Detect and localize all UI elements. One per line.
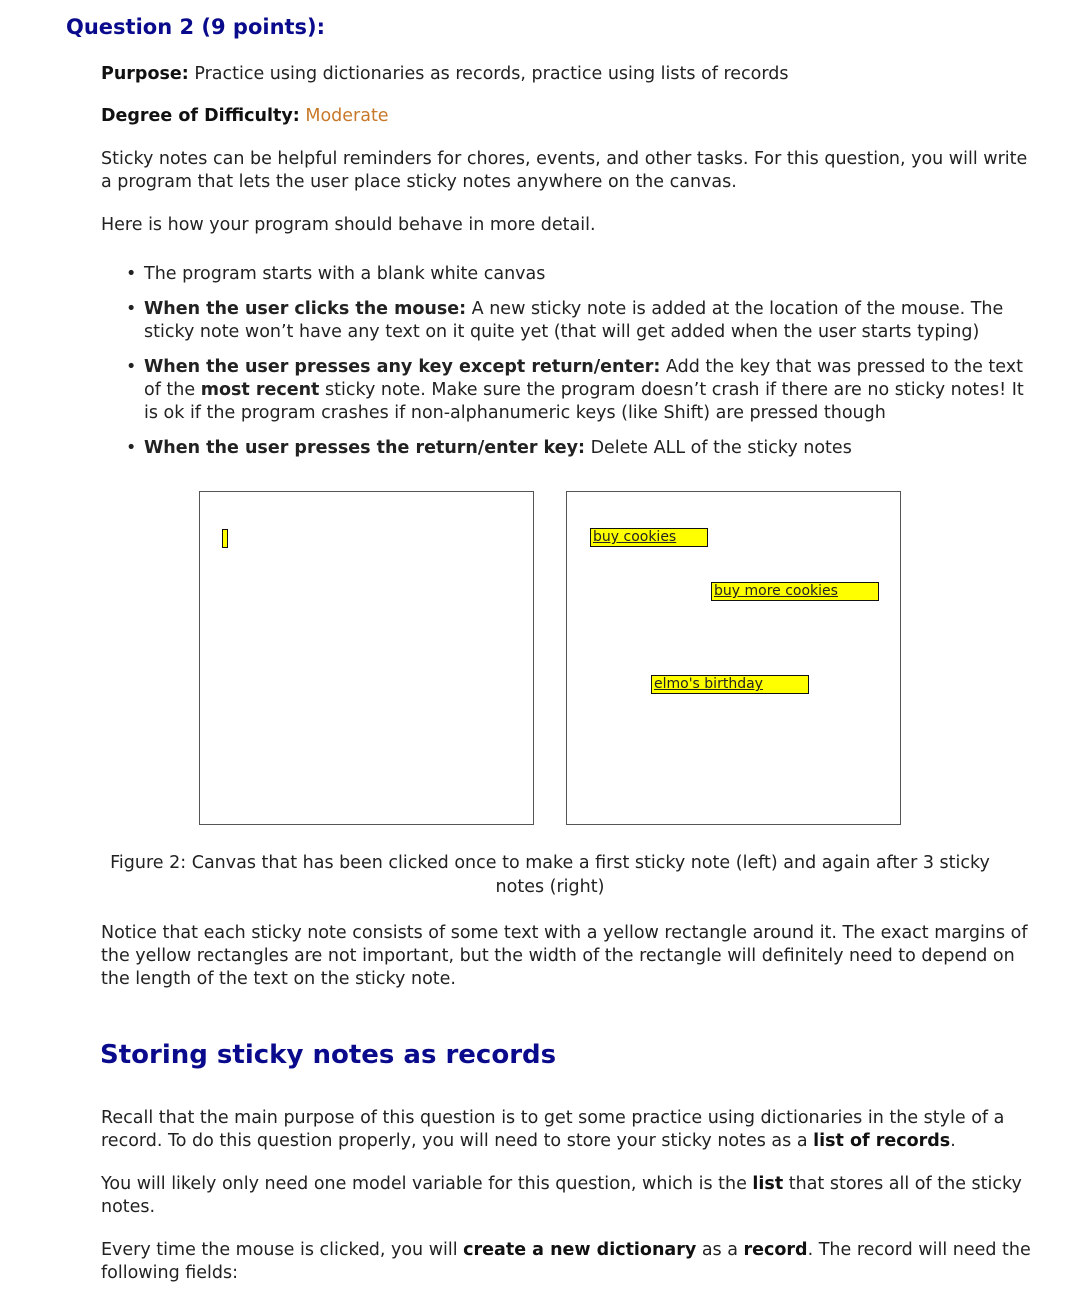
bullet-bold: When the user clicks the mouse: [144, 299, 467, 319]
sticky-note: elmo's birthday [651, 675, 809, 694]
bullet-text: The program starts with a blank white canvas [144, 264, 546, 284]
model-bold: list [752, 1174, 784, 1194]
figure-caption: Figure 2: Canvas that has been clicked once to make a first sticky note (left) and again after 3 sticky notes (right) [110, 853, 990, 897]
purpose-label: Purpose: [101, 64, 189, 84]
recall-end: . [950, 1131, 956, 1151]
model-paragraph [101, 1173, 1041, 1219]
canvas-right [566, 491, 901, 825]
canvas-left [199, 491, 534, 825]
bullet-text: Add the key that was pressed to the text of the [144, 357, 1023, 400]
sticky-note: buy more cookies [711, 582, 879, 601]
recall-bold: list of records [813, 1131, 951, 1151]
every-bold-1: create a new dictionary [463, 1240, 697, 1260]
detail-intro: Here is how your program should behave in more detail. [101, 215, 596, 235]
behavior-list [126, 263, 1041, 472]
bullet-bold: When the user presses the return/enter key: [144, 438, 585, 458]
bullet-text: Delete ALL of the sticky notes [585, 438, 852, 458]
difficulty-value: Moderate [305, 106, 389, 126]
intro-paragraph: Sticky notes can be helpful reminders for chores, events, and other tasks. For this question, you will write a program that lets the user place sticky notes anywhere on the canvas. [101, 149, 1028, 192]
bullet-icon: • [126, 299, 137, 319]
list-item [126, 263, 1041, 286]
empty-sticky-note [222, 529, 228, 548]
every-text-2: as a [696, 1240, 744, 1260]
recall-paragraph [101, 1107, 1041, 1153]
list-item [126, 356, 1041, 425]
model-text: You will likely only need one model variable for this question, which is the [101, 1174, 753, 1194]
difficulty-label: Degree of Difficulty: [101, 106, 300, 126]
every-bold-2: record [743, 1240, 808, 1260]
bullet-text-cont: sticky note. Make sure the program doesn’t crash if there are no sticky notes! It is ok if the program crashes if non-alphanumeric keys (like Shift) are pressed though [144, 380, 1024, 423]
bullet-bold-inline: most recent [200, 380, 320, 400]
bullet-icon: • [126, 264, 137, 284]
notice-paragraph: Notice that each sticky note consists of some text with a yellow rectangle around it. The exact margins of the yellow rectangles are not important, but the width of the rectangle will definitely need to depend on the length of the text on the sticky note. [101, 923, 1028, 989]
bullet-icon: • [126, 438, 137, 458]
bullet-bold: When the user presses any key except return/enter: [144, 357, 661, 377]
purpose-line [101, 63, 1041, 86]
bullet-text: A new sticky note is added at the location of the mouse. The sticky note won’t have any text on it quite yet (that will get added when the user starts typing) [144, 299, 1004, 342]
section-heading: Storing sticky notes as records [100, 1040, 557, 1070]
every-end: . The record will need the following fields: [101, 1240, 1031, 1283]
every-text: Every time the mouse is clicked, you will [101, 1240, 464, 1260]
list-item [126, 298, 1041, 344]
purpose-text: Practice using dictionaries as records, practice using lists of records [194, 64, 789, 84]
list-item [126, 437, 1041, 460]
every-paragraph [101, 1239, 1041, 1285]
sticky-note: buy cookies [590, 528, 708, 547]
difficulty-line [101, 105, 1041, 128]
question-title: Question 2 (9 points): [66, 15, 326, 39]
bullet-icon: • [126, 357, 137, 377]
recall-text: Recall that the main purpose of this question is to get some practice using dictionaries in the style of a record. To do this question properly, you will need to store your sticky notes as a [101, 1108, 1005, 1151]
model-end: that stores all of the sticky notes. [101, 1174, 1022, 1217]
